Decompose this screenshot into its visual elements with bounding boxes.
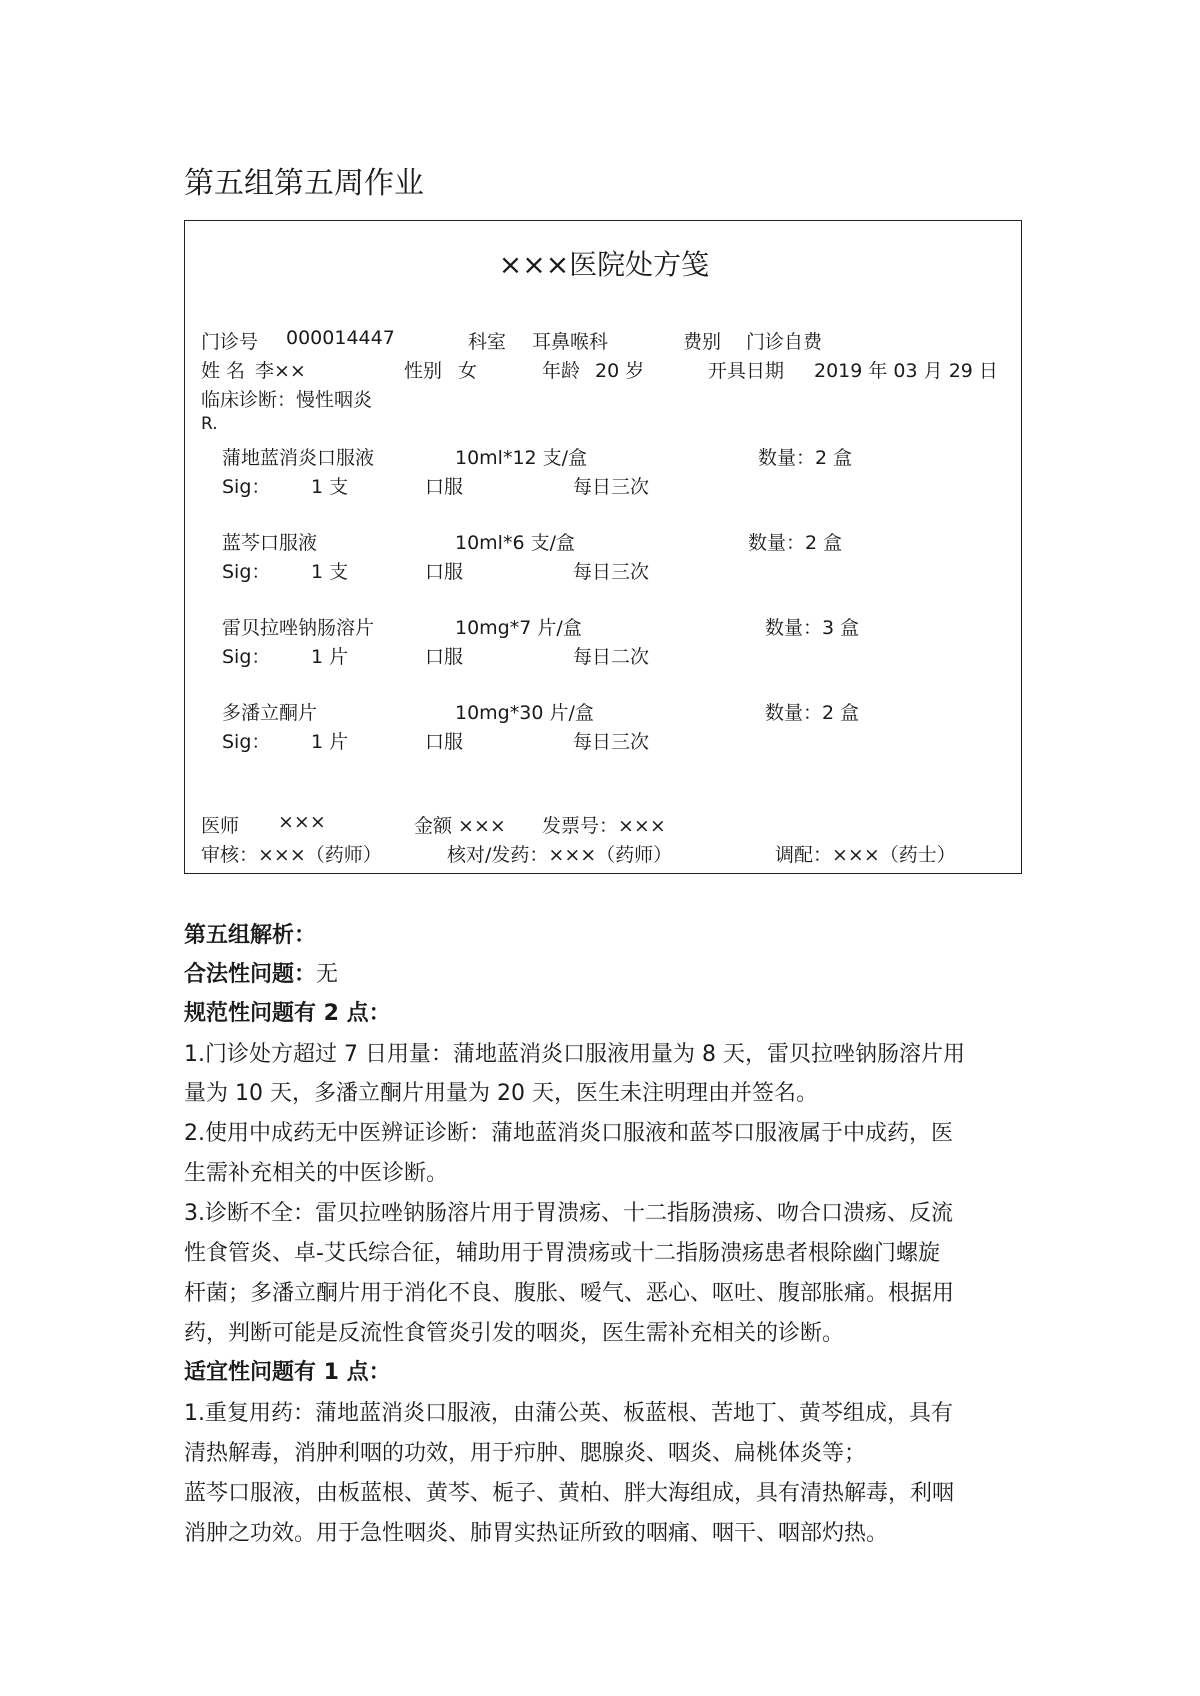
sig-label: Sig： [222, 561, 271, 583]
drug-frequency: 每日三次 [573, 561, 650, 583]
paragraph-line: 杆菌；多潘立酮片用于消化不良、腹胀、嗳气、恶心、呕吐、腹部胀痛。根据用 [184, 1281, 955, 1306]
drug-quantity: 数量：3 盒 [765, 617, 860, 639]
drug-name: 雷贝拉唑钠肠溶片 [222, 617, 375, 639]
drug-dose: 1 支 [311, 476, 349, 498]
name-label: 姓 名 [201, 360, 246, 382]
doctor-label: 医师 [201, 815, 240, 837]
drug-route: 口服 [425, 561, 464, 583]
sig-label: Sig： [222, 476, 271, 498]
drug-spec: 10ml*12 支/盒 [455, 447, 588, 469]
drug-name: 蓝芩口服液 [222, 532, 318, 554]
legality-line [184, 957, 338, 988]
paragraph-line: 清热解毒，消肿利咽的功效，用于疖肿、腮腺炎、咽炎、扁桃体炎等； [184, 1441, 867, 1466]
paragraph-line: 生需补充相关的中医诊断。 [184, 1161, 449, 1186]
sex-label: 性别 [404, 360, 443, 382]
sig-label: Sig： [222, 646, 271, 668]
drug-quantity: 数量：2 盒 [765, 702, 860, 724]
dept-label: 科室 [468, 331, 507, 353]
paragraph-line: 消肿之功效。用于急性咽炎、肺胃实热证所致的咽痛、咽干、咽部灼热。 [184, 1521, 889, 1546]
prescription-form [184, 220, 1022, 874]
age: 20 岁 [595, 360, 645, 382]
norm-heading: 规范性问题有 2 点： [184, 1001, 391, 1026]
hospital-title: ×××医院处方笺 [498, 248, 710, 281]
drug-spec: 10mg*7 片/盒 [455, 617, 582, 639]
paragraph-line: 2.使用中成药无中医辨证诊断：蒲地蓝消炎口服液和蓝芩口服液属于中成药，医 [184, 1121, 953, 1146]
drug-route: 口服 [425, 731, 464, 753]
drug-frequency: 每日三次 [573, 731, 650, 753]
drug-route: 口服 [425, 476, 464, 498]
drug-name: 多潘立酮片 [222, 702, 318, 724]
doctor: ××× [278, 811, 326, 833]
paragraph-line: 1.门诊处方超过 7 日用量：蒲地蓝消炎口服液用量为 8 天，雷贝拉唑钠肠溶片用 [184, 1042, 965, 1067]
sig-label: Sig： [222, 731, 271, 753]
amount: 金额 ××× [414, 815, 506, 837]
page-title: 第五组第五周作业 [184, 166, 424, 201]
dept: 耳鼻喉科 [532, 331, 609, 353]
clinic-no-label: 门诊号 [201, 331, 259, 353]
fee-label: 费别 [683, 331, 722, 353]
diagnosis: 临床诊断：慢性咽炎 [201, 389, 373, 411]
drug-spec: 10mg*30 片/盒 [455, 702, 594, 724]
drug-quantity: 数量：2 盒 [748, 532, 843, 554]
drug-frequency: 每日三次 [573, 476, 650, 498]
legality-value: 无 [316, 962, 339, 987]
analysis-heading: 第五组解析： [184, 923, 317, 948]
drug-route: 口服 [425, 646, 464, 668]
drug-quantity: 数量：2 盒 [758, 447, 853, 469]
dispenser: 调配：×××（药士） [775, 844, 956, 866]
paragraph-line: 1.重复用药：蒲地蓝消炎口服液，由蒲公英、板蓝根、苦地丁、黄芩组成，具有 [184, 1401, 953, 1426]
drug-frequency: 每日二次 [573, 646, 650, 668]
paragraph-line: 量为 10 天，多潘立酮片用量为 20 天，医生未注明理由并签名。 [184, 1081, 818, 1106]
checker: 核对/发药：×××（药师） [447, 844, 673, 866]
patient-name: 李×× [255, 360, 306, 382]
paragraph-line: 蓝芩口服液，由板蓝根、黄芩、栀子、黄柏、胖大海组成，具有清热解毒，利咽 [184, 1481, 955, 1506]
sex: 女 [458, 360, 478, 382]
suit-heading: 适宜性问题有 1 点： [184, 1360, 391, 1385]
drug-dose: 1 支 [311, 561, 349, 583]
paragraph-line: 性食管炎、卓-艾氏综合征，辅助用于胃溃疡或十二指肠溃疡患者根除幽门螺旋 [184, 1241, 940, 1266]
invoice-no: 发票号：××× [542, 815, 666, 837]
drug-spec: 10ml*6 支/盒 [455, 532, 575, 554]
fee: 门诊自费 [746, 331, 823, 353]
drug-dose: 1 片 [311, 646, 349, 668]
clinic-no: 000014447 [286, 327, 395, 349]
drug-dose: 1 片 [311, 731, 349, 753]
paragraph-line: 药，判断可能是反流性食管炎引发的咽炎，医生需补充相关的诊断。 [184, 1321, 845, 1346]
reviewer: 审核：×××（药师） [201, 844, 382, 866]
legality-label: 合法性问题： [184, 962, 317, 987]
date-label: 开具日期 [708, 360, 785, 382]
drug-name: 蒲地蓝消炎口服液 [222, 447, 375, 469]
issue-date: 2019 年 03 月 29 日 [814, 360, 998, 382]
age-label: 年龄 [542, 360, 581, 382]
rx-mark: R. [201, 414, 218, 434]
paragraph-line: 3.诊断不全：雷贝拉唑钠肠溶片用于胃溃疡、十二指肠溃疡、吻合口溃疡、反流 [184, 1201, 953, 1226]
